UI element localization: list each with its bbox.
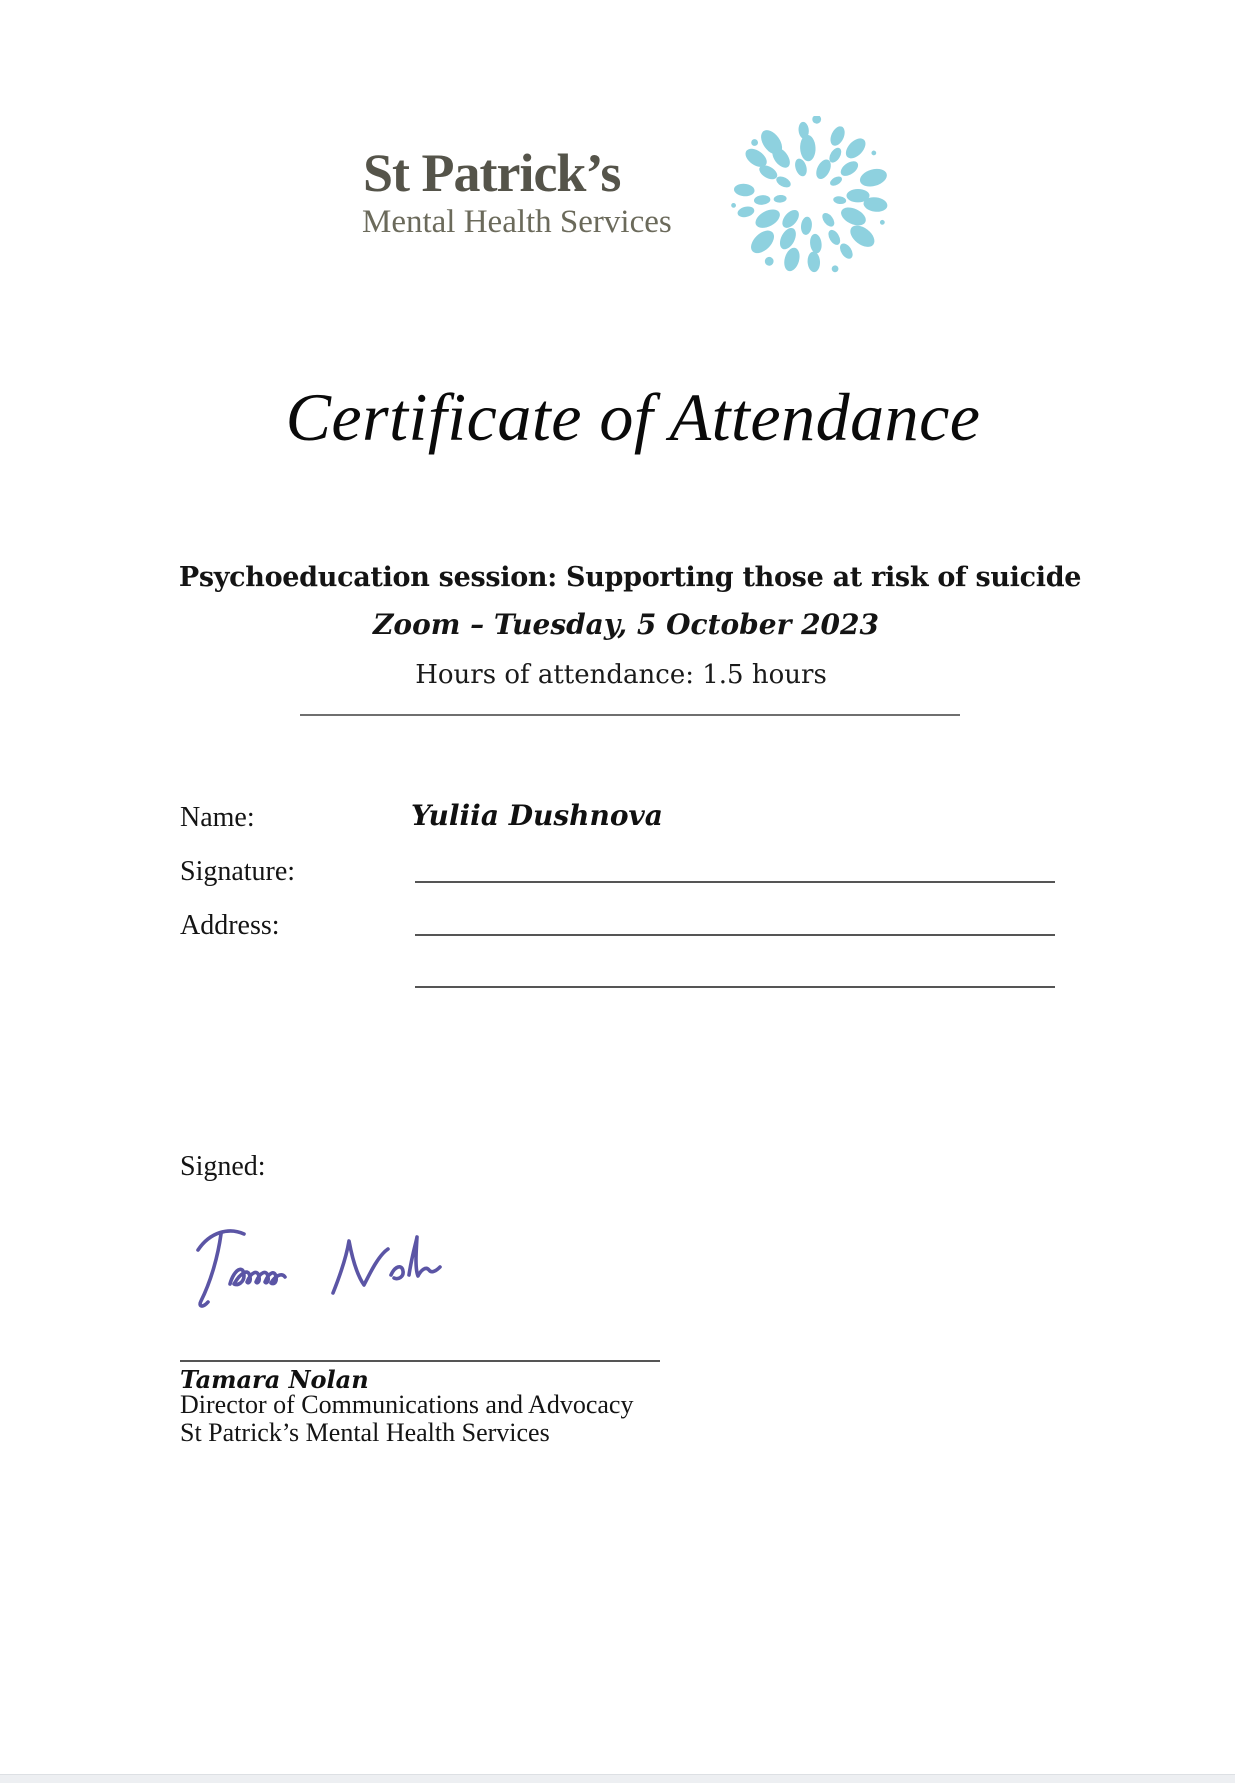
logo-wordmark: St Patrick’s xyxy=(363,143,621,203)
name-value: Yuliia Dushnova xyxy=(411,799,663,832)
logo-flower-svg xyxy=(730,116,890,276)
signer-title: Director of Communications and Advocacy xyxy=(180,1390,634,1419)
signed-label: Signed: xyxy=(180,1151,266,1182)
signer-name: Tamara Nolan xyxy=(180,1365,369,1394)
signature-strokes xyxy=(198,1231,440,1306)
handwritten-signature xyxy=(183,1213,445,1325)
signature-label: Signature: xyxy=(180,856,296,887)
session-name: Psychoeducation session: Supporting those at risk of suicide xyxy=(178,562,1082,593)
address-blank-line-1 xyxy=(415,934,1055,936)
signature-blank-line xyxy=(415,881,1055,883)
logo-subtitle: Mental Health Services xyxy=(362,204,672,240)
logo-flower-icon xyxy=(730,116,890,276)
certificate-title: Certificate of Attendance xyxy=(285,379,981,455)
session-hours: Hours of attendance: 1.5 hours xyxy=(415,660,827,690)
name-label: Name: xyxy=(180,802,255,833)
page-bottom-edge xyxy=(0,1774,1235,1783)
address-label: Address: xyxy=(180,910,280,941)
session-divider-line xyxy=(300,714,960,716)
signer-divider-line xyxy=(180,1360,660,1362)
signer-org: St Patrick’s Mental Health Services xyxy=(180,1418,550,1447)
address-blank-line-2 xyxy=(415,986,1055,988)
session-date: Zoom – Tuesday, 5 October 2023 xyxy=(372,608,880,641)
flower-petals xyxy=(731,116,889,273)
